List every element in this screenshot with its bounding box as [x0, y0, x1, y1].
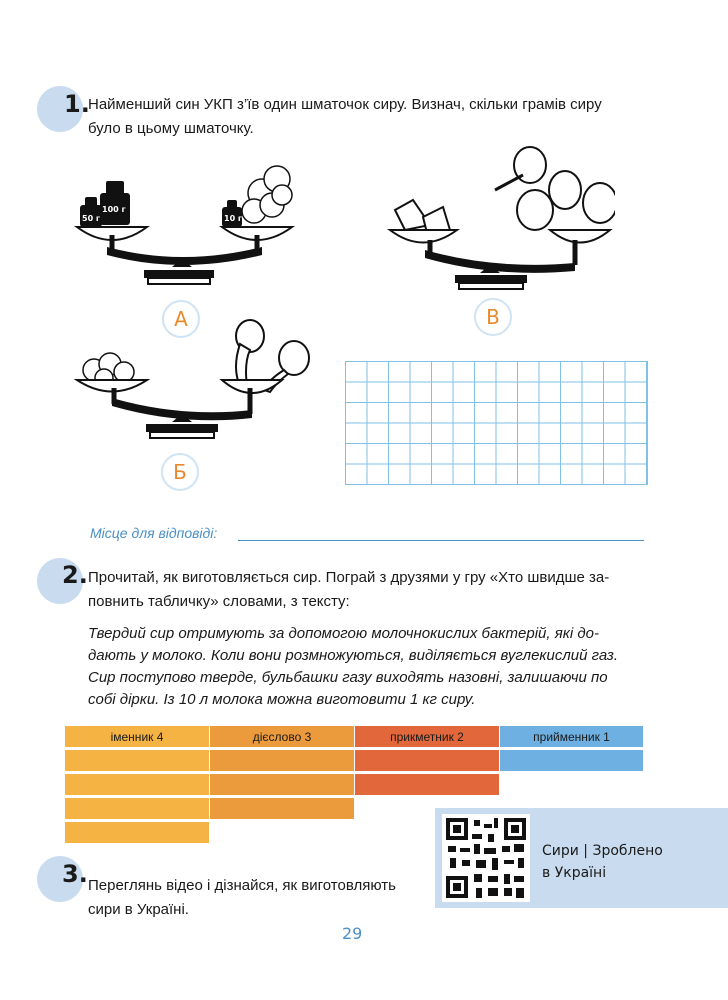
weight-10g-label: 10 г — [224, 214, 243, 223]
task2-italic-line3: Сир поступово тверде, бульбашки газу виходять назовні, залишаючи по — [88, 669, 608, 686]
task2-italic-line4: собі дірки. Із 10 л молока можна виготовити 1 кг сиру. — [88, 691, 476, 708]
preposition-cell[interactable] — [500, 750, 644, 772]
scale-b-label: В — [474, 298, 512, 336]
task2-text-line1: Прочитай, як виготовляється сир. Пограй з друзями у гру «Хто швидше за- — [88, 569, 610, 586]
noun-cell[interactable] — [65, 750, 210, 772]
task1-text-line1: Найменший син УКП з’їв один шматочок сиру. Визнач, скільки грамів сиру — [88, 96, 602, 113]
scale-a-label: А — [162, 300, 200, 338]
weight-50g-label: 50 г — [82, 214, 101, 223]
answer-line[interactable] — [238, 540, 644, 541]
noun-cell[interactable] — [65, 822, 210, 844]
answer-grid[interactable] — [345, 361, 648, 485]
header-verb: дієслово 3 — [210, 726, 355, 748]
qr-code-icon[interactable] — [442, 814, 530, 902]
task1-number: 1. — [64, 90, 90, 118]
header-preposition: прийменник 1 — [500, 726, 644, 748]
adjective-cell[interactable] — [355, 774, 500, 796]
noun-cell[interactable] — [65, 774, 210, 796]
weight-100g-label: 100 г — [102, 205, 126, 214]
page-number: 29 — [342, 924, 363, 943]
task2-italic-line1: Твердий сир отримують за допомогою молочнокислих бактерій, які до- — [88, 625, 599, 642]
qr-video-title-line2: в Україні — [542, 865, 607, 881]
verb-cell[interactable] — [210, 798, 355, 820]
task2-italic-line2: дають у молоко. Коли вони розмножуються, виділяється вуглекислий газ. — [88, 647, 619, 664]
task3-text-line1: Переглянь відео і дізнайся, як виготовляють — [88, 877, 396, 894]
task1-text-line2: було в цьому шматочку. — [88, 120, 254, 137]
task3-text-line2: сири в Україні. — [88, 901, 189, 918]
task2-number: 2. — [62, 561, 88, 589]
scale-v-illustration — [72, 318, 322, 458]
verb-cell[interactable] — [210, 774, 355, 796]
noun-cell[interactable] — [65, 798, 210, 820]
task2-text-line2: повнить табличку» словами, з тексту: — [88, 593, 350, 610]
header-noun: іменник 4 — [65, 726, 210, 748]
answer-label: Місце для відповіді: — [90, 525, 218, 541]
scale-b-illustration — [385, 145, 615, 295]
qr-video-title-line1: Сири | Зроблено — [542, 843, 663, 859]
verb-cell[interactable] — [210, 750, 355, 772]
scale-v-label: Б — [161, 453, 199, 491]
task3-number: 3. — [62, 860, 88, 888]
adjective-cell[interactable] — [355, 750, 500, 772]
scale-a-illustration — [72, 155, 312, 305]
header-adjective: прикметник 2 — [355, 726, 500, 748]
